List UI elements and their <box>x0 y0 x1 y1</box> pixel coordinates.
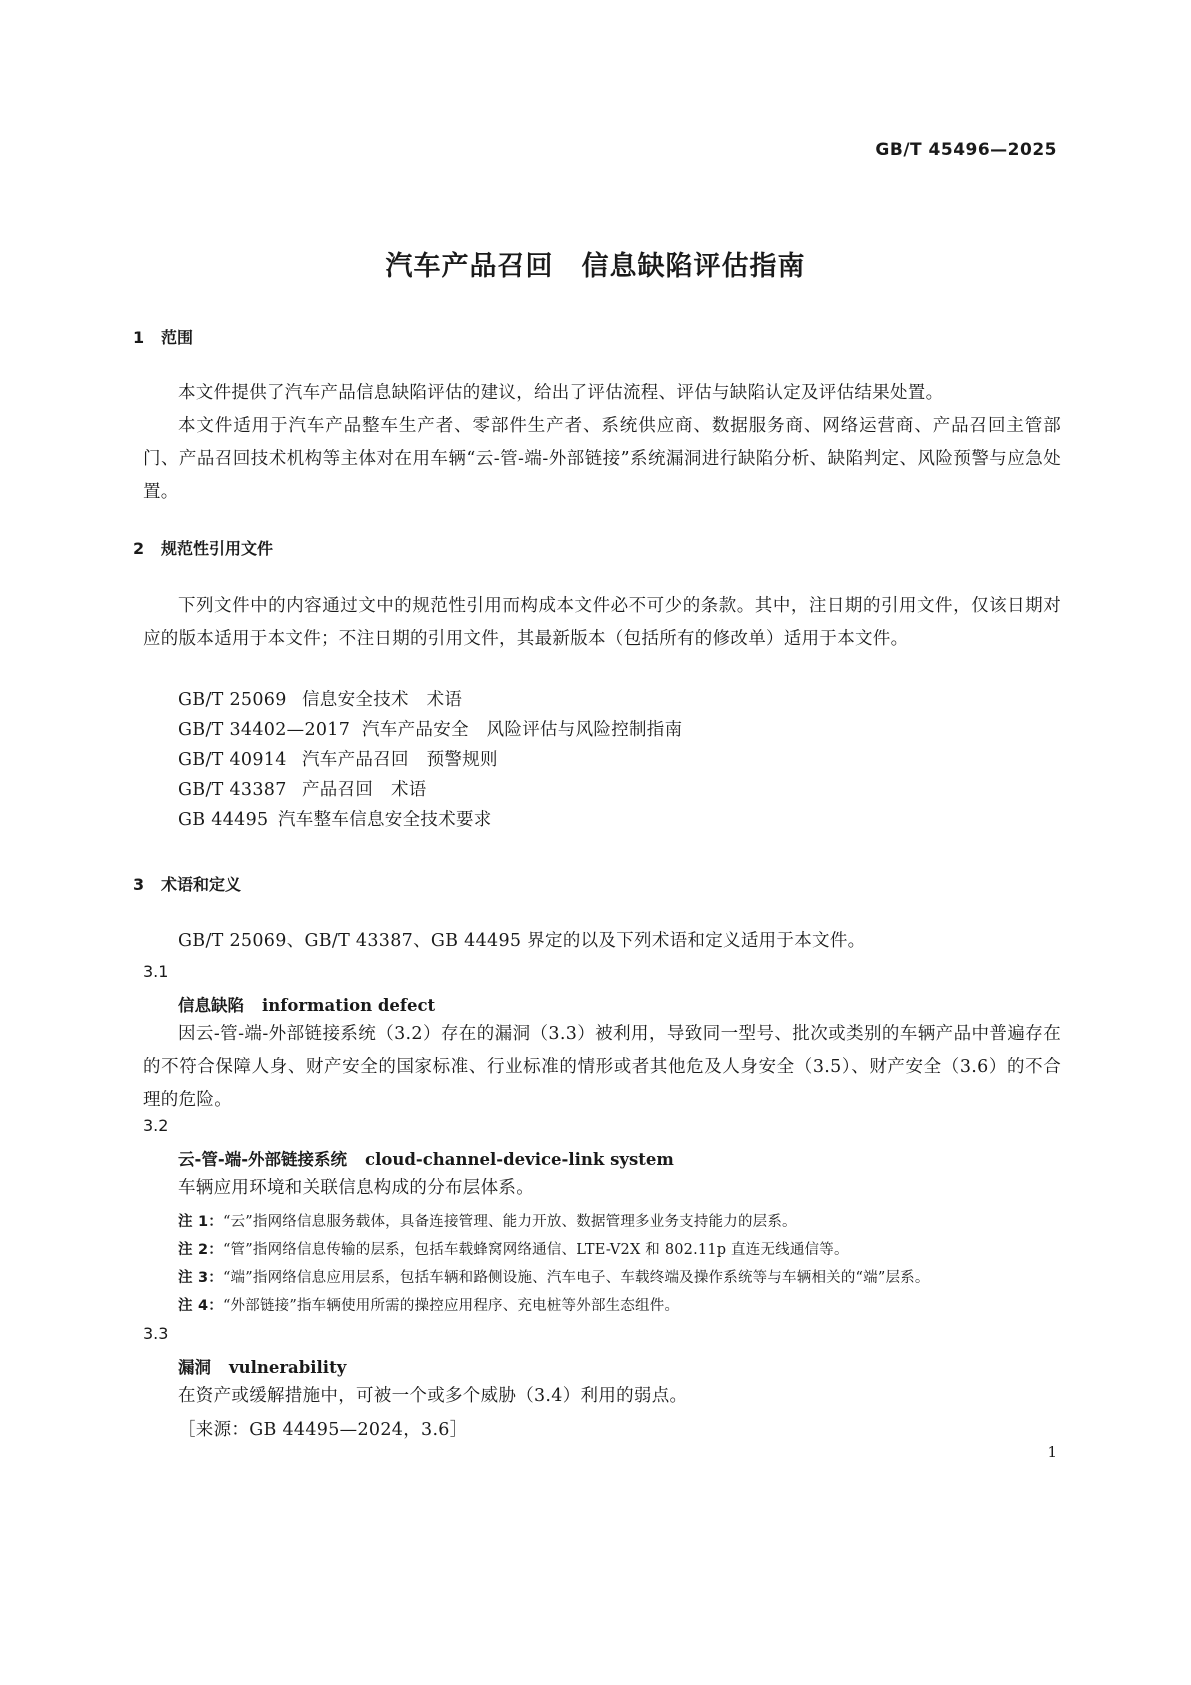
reference-title: 产品召回 术语 <box>302 780 427 800</box>
term-source: ［来源：GB 44495—2024，3.6］ <box>178 1420 468 1440</box>
reference-code: GB/T 40914 <box>178 750 287 770</box>
term-number: 3.2 <box>143 1116 169 1135</box>
section-number: 1 <box>133 328 145 347</box>
section-1-paragraph-2: 本文件适用于汽车产品整车生产者、零部件生产者、系统供应商、数据服务商、网络运营商、产品召回主管部门、产品召回技术机构等主体对在用车辆“云-管-端-外部链接”系统漏洞进行缺陷分析、缺陷判定、风险预警与应急处置。 <box>143 416 1061 502</box>
section-2-intro: 下列文件中的内容通过文中的规范性引用而构成本文件必不可少的条款。其中，注日期的引用文件，仅该日期对应的版本适用于本文件；不注日期的引用文件，其最新版本（包括所有的修改单）适用于本文件。 <box>143 596 1061 649</box>
reference-item <box>178 806 492 831</box>
section-2-heading <box>133 536 273 559</box>
section-title: 术语和定义 <box>161 875 242 894</box>
document-title: 汽车产品召回 信息缺陷评估指南 <box>385 251 806 282</box>
term-chinese: 信息缺陷 <box>178 996 244 1015</box>
note-text: “端”指网络信息应用层系，包括车辆和路侧设施、汽车电子、车载终端及操作系统等与车辆相关的“端”层系。 <box>222 1270 930 1286</box>
note-label: 注 2： <box>178 1242 223 1258</box>
reference-code: GB/T 25069 <box>178 690 287 710</box>
term-chinese: 云-管-端-外部链接系统 <box>178 1150 348 1169</box>
term-english: information defect <box>262 996 436 1015</box>
reference-title: 汽车产品召回 预警规则 <box>302 750 498 770</box>
section-1-heading <box>133 325 193 348</box>
term-note <box>178 1238 849 1259</box>
reference-item <box>178 746 498 771</box>
term-heading <box>178 992 435 1016</box>
section-title: 范围 <box>161 328 194 347</box>
term-heading <box>178 1354 346 1378</box>
term-number: 3.3 <box>143 1324 169 1343</box>
note-text: “管”指网络信息传输的层系，包括车载蜂窝网络通信、LTE-V2X 和 802.11p 直连无线通信等。 <box>222 1242 849 1258</box>
section-1-paragraph-1: 本文件提供了汽车产品信息缺陷评估的建议，给出了评估流程、评估与缺陷认定及评估结果处置。 <box>178 383 944 403</box>
term-definition: 车辆应用环境和关联信息构成的分布层体系。 <box>178 1178 534 1198</box>
section-3-intro: GB/T 25069、GB/T 43387、GB 44495 界定的以及下列术语和定义适用于本文件。 <box>178 931 866 951</box>
section-3-heading <box>133 872 241 895</box>
note-text: “云”指网络信息服务载体，具备连接管理、能力开放、数据管理多业务支持能力的层系。 <box>222 1214 797 1230</box>
term-english: cloud-channel-device-link system <box>365 1150 674 1169</box>
term-note <box>178 1210 797 1231</box>
reference-code: GB/T 34402—2017 <box>178 720 351 740</box>
note-text: “外部链接”指车辆使用所需的操控应用程序、充电桩等外部生态组件。 <box>222 1298 680 1314</box>
page-number: 1 <box>1047 1443 1057 1461</box>
section-title: 规范性引用文件 <box>161 539 274 558</box>
term-number: 3.1 <box>143 962 169 981</box>
note-label: 注 1： <box>178 1214 223 1230</box>
standard-code: GB/T 45496—2025 <box>875 140 1057 160</box>
reference-title: 汽车整车信息安全技术要求 <box>278 810 492 830</box>
reference-code: GB 44495 <box>178 810 269 830</box>
note-label: 注 4： <box>178 1298 223 1314</box>
term-note <box>178 1266 930 1287</box>
term-definition: 在资产或缓解措施中，可被一个或多个威胁（3.4）利用的弱点。 <box>178 1386 688 1406</box>
reference-item <box>178 776 427 801</box>
term-definition: 因云-管-端-外部链接系统（3.2）存在的漏洞（3.3）被利用，导致同一型号、批次或类别的车辆产品中普遍存在的不符合保障人身、财产安全的国家标准、行业标准的情形或者其他危及人身安全（3.5）、财产安全（3.6）的不合理的危险。 <box>143 1024 1061 1110</box>
reference-title: 汽车产品安全 风险评估与风险控制指南 <box>362 720 683 740</box>
note-label: 注 3： <box>178 1270 223 1286</box>
term-english: vulnerability <box>229 1358 347 1377</box>
term-chinese: 漏洞 <box>178 1358 211 1377</box>
reference-item <box>178 686 462 711</box>
reference-title: 信息安全技术 术语 <box>302 690 463 710</box>
reference-item <box>178 716 682 741</box>
section-number: 3 <box>133 875 145 894</box>
term-note <box>178 1294 679 1315</box>
section-number: 2 <box>133 539 145 558</box>
reference-code: GB/T 43387 <box>178 780 287 800</box>
term-heading <box>178 1146 674 1170</box>
